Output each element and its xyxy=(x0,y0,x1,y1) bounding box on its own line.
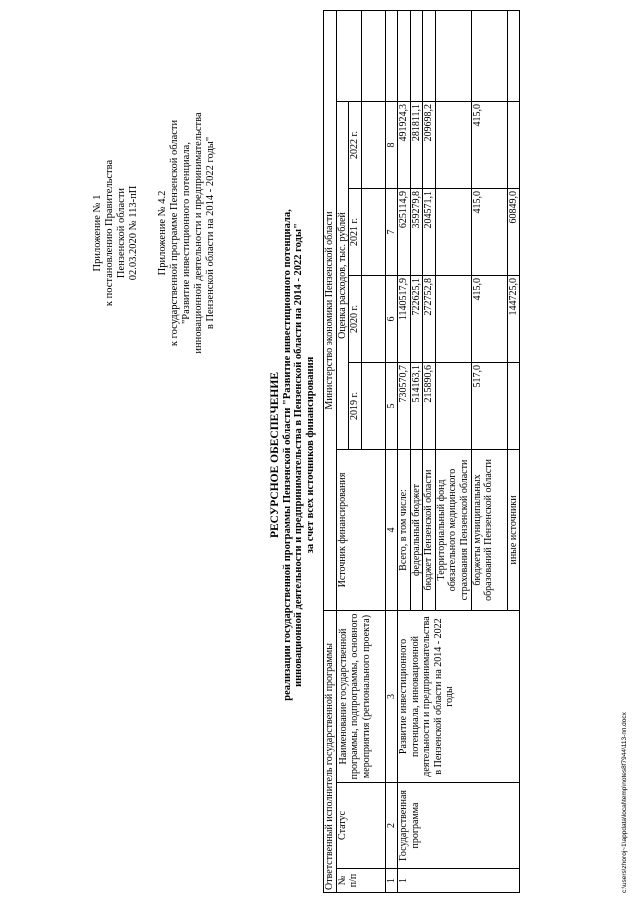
resource-table xyxy=(323,10,520,893)
appendix-1-line: к постановлению Правительства xyxy=(104,159,115,307)
value-cell xyxy=(507,101,520,188)
appendix-1-block xyxy=(92,73,140,393)
value-cell: 204571,1 xyxy=(423,188,436,275)
appendix-2-line: к государственной программе Пензенской области xyxy=(169,119,180,347)
value-cell: 60849,0 xyxy=(507,188,520,275)
source-label: Всего, в том числе: xyxy=(398,449,411,610)
value-cell xyxy=(435,10,471,101)
title-line-1: РЕСУРСНОЕ ОБЕСПЕЧЕНИЕ xyxy=(269,372,281,539)
value-cell: 272752,8 xyxy=(423,275,436,362)
source-label: бюджеты муниципальных образований Пензенской области xyxy=(471,449,507,610)
value-cell: 359279,8 xyxy=(410,188,423,275)
value-cell xyxy=(410,10,423,101)
source-label: Территориальный фонд обязательного медицинского страхования Пензенской области xyxy=(435,449,471,610)
value-cell: 514163,1 xyxy=(410,362,423,449)
header-num: № п/п xyxy=(336,869,385,893)
value-cell: 625114,9 xyxy=(398,188,411,275)
appendix-1-line: Приложение № 1 xyxy=(92,194,103,272)
header-year-2019: 2019 г. xyxy=(349,362,362,449)
index-cell: 4 xyxy=(385,449,398,610)
value-cell xyxy=(507,10,520,101)
index-cell: 5 xyxy=(385,362,398,449)
executor-value-cell: Министерство экономики Пензенской области xyxy=(324,10,337,610)
index-cell: 6 xyxy=(385,275,398,362)
value-cell xyxy=(507,362,520,449)
value-cell: 722625,1 xyxy=(410,275,423,362)
source-label: иные источники xyxy=(507,449,520,610)
index-cell: 1 xyxy=(385,869,398,893)
source-label: бюджет Пензенской области xyxy=(423,449,436,610)
source-label: федеральный бюджет xyxy=(410,449,423,610)
index-cell: 7 xyxy=(385,188,398,275)
appendix-1-line: 02.03.2020 № 113-пП xyxy=(128,185,139,281)
value-cell: 144725,0 xyxy=(507,275,520,362)
value-cell: 491924,3 xyxy=(398,101,411,188)
value-cell xyxy=(398,10,411,101)
row-name: Развитие инвестиционного потенциала, инновационной деятельности и предпринимательства в Пензенской области на 2014 - 2022 годы xyxy=(398,610,520,782)
document-title xyxy=(270,115,316,795)
header-spacer xyxy=(336,10,349,101)
value-cell: 215890,6 xyxy=(423,362,436,449)
header-source: Источник финансирования xyxy=(336,449,385,610)
value-cell xyxy=(435,101,471,188)
header-name: Наименование государственной программы, подпрограммы, основного мероприятия (регионального проекта) xyxy=(336,610,385,782)
value-cell xyxy=(423,10,436,101)
header-year-blank xyxy=(361,275,385,362)
row-num: 1 xyxy=(398,869,520,893)
appendix-4-2-block xyxy=(157,73,217,393)
header-year-blank xyxy=(361,362,385,449)
value-cell: 415,0 xyxy=(471,275,507,362)
table-row xyxy=(398,10,411,892)
header-estimate: Оценка расходов, тыс. рублей xyxy=(336,101,349,449)
header-year-2022: 2022 г. xyxy=(349,101,362,188)
title-line-2: реализации государственной программы Пензенской области "Развитие инвестиционного потенциала, xyxy=(281,209,293,701)
appendix-2-line: в Пензенской области на 2014 - 2022 годы" xyxy=(205,136,216,330)
index-cell: 3 xyxy=(385,610,398,782)
appendix-2-line: Приложение № 4.2 xyxy=(157,190,168,276)
header-year-blank xyxy=(361,10,385,101)
header-year-2020: 2020 г. xyxy=(349,275,362,362)
header-year-blank xyxy=(361,101,385,188)
value-cell: 730570,7 xyxy=(398,362,411,449)
appendix-2-line: "Развитие инвестиционного потенциала, xyxy=(181,142,192,324)
value-cell xyxy=(435,275,471,362)
executor-label-cell: Ответственный исполнитель государственной программы xyxy=(324,610,337,892)
file-path-footer: c:\users\zhoroj~1\appdata\local\temp\notes8f7944\113-пп.docx xyxy=(621,712,628,893)
value-cell: 415,0 xyxy=(471,101,507,188)
value-cell: 281811,1 xyxy=(410,101,423,188)
value-cell: 415,0 xyxy=(471,188,507,275)
value-cell xyxy=(435,188,471,275)
index-cell: 2 xyxy=(385,783,398,869)
appendix-2-line: инновационной деятельности и предпринимательства xyxy=(193,112,204,354)
appendix-1-line: Пензенской области xyxy=(116,187,127,279)
value-cell: 1140517,9 xyxy=(398,275,411,362)
value-cell xyxy=(471,10,507,101)
header-spacer xyxy=(349,10,362,101)
index-cell: 8 xyxy=(385,101,398,188)
value-cell: 517,0 xyxy=(471,362,507,449)
value-cell xyxy=(435,362,471,449)
header-status: Статус xyxy=(336,783,385,869)
header-year-blank xyxy=(361,188,385,275)
value-cell: 209698,2 xyxy=(423,101,436,188)
index-cell xyxy=(385,10,398,101)
header-year-2021: 2021 г. xyxy=(349,188,362,275)
title-line-4: за счет всех источников финансирования xyxy=(304,356,316,554)
title-line-3: инновационной деятельности и предпринимательства в Пензенской области на 2014 - 2022 годы" xyxy=(293,223,304,687)
row-status: Государственная программа xyxy=(398,783,520,869)
